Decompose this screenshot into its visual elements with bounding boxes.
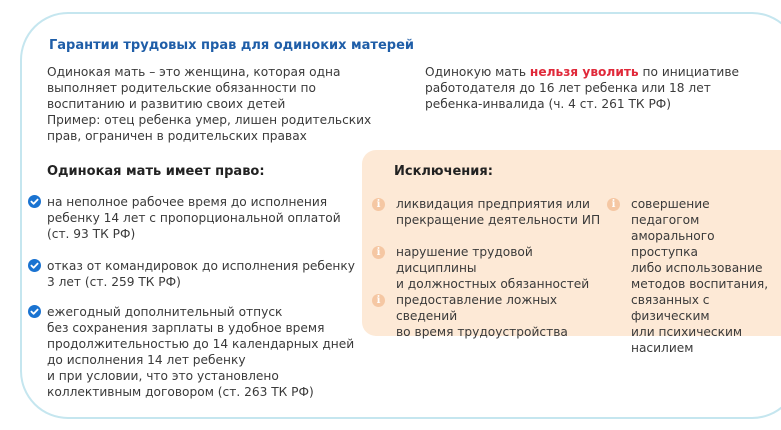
rights-list-item: [28, 304, 368, 400]
single-mother-definition: [47, 64, 387, 144]
dismissal-note-start: Одинокую мать: [425, 65, 530, 79]
definition-example: Пример: отец ребенка умер, лишен родительских прав, ограничен в родительских правах: [47, 113, 372, 143]
dismissal-highlight: нельзя уволить: [529, 65, 639, 79]
info-icon: i: [607, 198, 620, 211]
exception-item-text: совершение педагогом аморального проступка либо использование методов воспитания, связанных с физическим или психическим насилием: [631, 197, 769, 355]
dismissal-note: [425, 64, 745, 112]
dismissal-note-end: по инициативе работодателя до 16 лет ребенка или 18 лет ребенка-инвалида (ч. 4 ст. 261 ТК РФ): [425, 65, 740, 111]
exceptions-panel: [362, 150, 781, 355]
page-title: Гарантии трудовых прав для одиноких матерей: [49, 38, 415, 53]
rights-heading: Одинокая мать имеет право:: [47, 164, 265, 179]
info-icon: i: [372, 198, 385, 211]
check-circle-icon: [28, 259, 41, 272]
exception-item: [372, 292, 612, 340]
exception-item-text: предоставление ложных сведений во время трудоустройства: [396, 293, 568, 339]
rights-item-text: ежегодный дополнительный отпуск без сохранения зарплаты в удобное время продолжительностью до 14 календарных дней до исполнения 14 лет ребенку и при условии, что это установлено коллективным договором (ст. 263 ТК РФ): [47, 305, 355, 399]
check-circle-icon: [28, 305, 41, 318]
check-circle-icon: [28, 195, 41, 208]
rights-list-item: [28, 194, 368, 242]
info-icon: i: [372, 294, 385, 307]
exception-item-text: нарушение трудовой дисциплины и должностных обязанностей: [396, 245, 590, 291]
exception-item: [372, 196, 612, 228]
rights-item-text: отказ от командировок до исполнения ребенку 3 лет (ст. 259 ТК РФ): [47, 259, 355, 289]
exception-item: [372, 244, 612, 292]
exceptions-heading: Исключения:: [394, 164, 493, 179]
definition-text: Одинокая мать – это женщина, которая одна выполняет родительские обязанности по воспитанию и развитию своих детей: [47, 65, 341, 111]
rights-item-text: на неполное рабочее время до исполнения ребенку 14 лет с пропорциональной оплатой (ст. 93 ТК РФ): [47, 195, 341, 241]
info-icon: i: [372, 246, 385, 259]
exception-item: [607, 196, 781, 356]
exception-item-text: ликвидация предприятия или прекращение деятельности ИП: [396, 197, 601, 227]
rights-list-item: [28, 258, 368, 290]
